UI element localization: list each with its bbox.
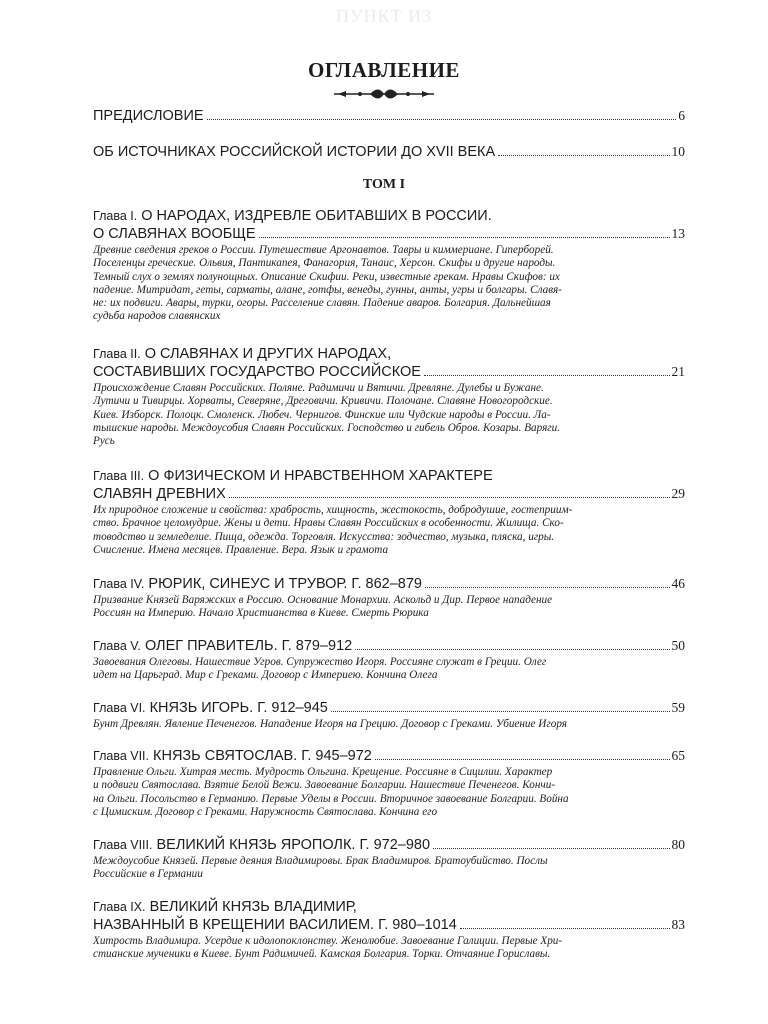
page-number: 65 [671, 748, 685, 763]
chapter-prefix: Глава VI. [93, 701, 146, 715]
volume-heading: ТОМ I [362, 177, 406, 192]
chapter-9-summary [93, 935, 685, 962]
chapter-title: О СЛАВЯНАХ И ДРУГИХ НАРОДАХ, [144, 346, 392, 362]
chapter-title: О СЛАВЯНАХ ВООБЩЕ [93, 226, 256, 242]
chapter-prefix: Глава IV. [93, 577, 145, 591]
chapter-8-summary [93, 855, 685, 882]
leader-dots [460, 928, 670, 929]
chapter-6-heading[interactable] [93, 699, 685, 717]
page-number: 59 [671, 700, 685, 715]
chapter-9-heading-line2[interactable] [93, 916, 685, 934]
chapter-7-summary [93, 766, 685, 819]
chapter-prefix: Глава V. [93, 639, 141, 653]
chapter-1-heading-line2[interactable] [93, 225, 685, 243]
chapter-title: СЛАВЯН ДРЕВНИХ [93, 486, 226, 502]
summary-line: Правление Ольги. Хитрая месть. Мудрость Ольгина. Крещение. Россияне в Сицилии. Характер [93, 766, 553, 778]
chapter-1-heading-line1[interactable] [93, 207, 492, 225]
chapter-title: О ФИЗИЧЕСКОМ И НРАВСТВЕННОМ ХАРАКТЕРЕ [148, 468, 493, 484]
toc-entry-title: ОБ ИСТОЧНИКАХ РОССИЙСКОЙ ИСТОРИИ ДО XVII ВЕКА [93, 144, 496, 160]
chapter-2-heading-line1[interactable] [93, 345, 391, 363]
summary-line: Россиян на Империю. Начало Христианства в Киеве. Смерть Рюрика [93, 607, 429, 620]
summary-line: Хитрость Владимира. Усердие к идолопоклонству. Женолюбие. Завоевание Галиции. Первые Хри- [93, 935, 563, 947]
summary-line: Русь [93, 435, 115, 448]
chapter-7-heading[interactable] [93, 747, 685, 765]
summary-line: Междоусобие Князей. Первые деяния Владимировы. Брак Владимиров. Братоубийство. Послы [93, 855, 548, 867]
chapter-prefix: Глава I. [93, 209, 138, 223]
chapter-title: О НАРОДАХ, ИЗДРЕВЛЕ ОБИТАВШИХ В РОССИИ. [141, 208, 492, 224]
chapter-1-summary [93, 244, 685, 324]
page-number: 50 [671, 638, 685, 653]
summary-line: Темный слух о землях полунощных. Описание Скифии. Реки, известные грекам. Нравы Скифов: их [93, 270, 560, 283]
page-number: 80 [671, 837, 685, 852]
chapter-3-summary [93, 504, 685, 557]
page-title: ОГЛАВЛЕНИЕ [308, 58, 460, 82]
summary-line: Счисление. Имена месяцев. Правление. Вера. Язык и грамота [93, 543, 389, 556]
toc-entry-title: ПРЕДИСЛОВИЕ [93, 108, 204, 124]
chapter-8-heading[interactable] [93, 836, 685, 854]
chapter-3-heading-line2[interactable] [93, 485, 685, 503]
summary-line: стианские мученики в Киеве. Бунт Радимичей. Камская Болгария. Торки. Отчаяние Гориславы. [93, 948, 551, 961]
summary-line: Призвание Князей Варяжских в Россию. Основание Монархии. Аскольд и Дир. Первое нападение [93, 594, 553, 606]
leader-dots [498, 155, 669, 156]
summary-line: с Цимиским. Договор с Греками. Наружность Святослава. Кончина его [93, 805, 438, 818]
chapter-heading-text [93, 637, 352, 655]
page-number: 13 [671, 226, 685, 241]
summary-line: товодство и земледелие. Пища, одежда. Торговля. Искусства: зодчество, музыка, пляска, игры. [93, 530, 555, 543]
summary-line: идет на Царьград. Мир с Греками. Договор с Империею. Кончина Олега [93, 669, 438, 682]
chapter-5-heading[interactable] [93, 637, 685, 655]
leader-dots [425, 587, 670, 588]
chapter-title: ВЕЛИКИЙ КНЯЗЬ ВЛАДИМИР, [149, 899, 357, 915]
summary-line: судьба народов славянских [93, 310, 221, 323]
chapter-prefix: Глава IX. [93, 900, 146, 914]
chapter-title: КНЯЗЬ ИГОРЬ. Г. 912–945 [149, 700, 328, 716]
leader-dots [331, 711, 670, 712]
page-number: 21 [671, 364, 685, 379]
toc-entry-preface[interactable] [93, 107, 685, 125]
summary-line: и подвиги Святослава. Взятие Белой Вежи. Завоевание Болгарии. Нашествие Печенегов. Кончи- [93, 779, 556, 792]
leader-dots [375, 759, 670, 760]
page-number: 6 [678, 108, 685, 123]
leader-dots [229, 497, 670, 498]
chapter-2-heading-line2[interactable] [93, 363, 685, 381]
chapter-6-summary [93, 718, 685, 731]
chapter-heading-text [93, 836, 430, 854]
chapter-title: СОСТАВИВШИХ ГОСУДАРСТВО РОССИЙСКОЕ [93, 364, 421, 380]
summary-line: Киев. Изборск. Полоцк. Смоленск. Любеч. Чернигов. Финские или Чудские народы в России. Ла- [93, 408, 551, 421]
summary-line: Древние сведения греков о России. Путешествие Аргонавтов. Тавры и киммериане. Гиперборей. [93, 244, 554, 256]
summary-line: Поселенцы греческие. Ольвия, Пантикапея, Фанагория, Танаис, Херсон. Скифы и другие народы. [93, 257, 556, 270]
summary-line: падение. Митридат, геты, сарматы, алане, готфы, венеды, гунны, анты, угры и болгары. Славя- [93, 283, 562, 296]
header-ghost-text: ПУНКТ ИЗ [335, 6, 433, 26]
chapter-prefix: Глава II. [93, 347, 141, 361]
chapter-title: ОЛЕГ ПРАВИТЕЛЬ. Г. 879–912 [144, 638, 353, 654]
summary-line: на Ольги. Посольство в Германию. Первые Уделы в России. Вторичное завоевание Болгарии. Война [93, 792, 569, 805]
chapter-title: РЮРИК, СИНЕУС И ТРУВОР. Г. 862–879 [148, 576, 422, 592]
leader-dots [433, 848, 669, 849]
page-number: 10 [671, 144, 685, 159]
leader-dots [424, 375, 670, 376]
summary-line: тышские народы. Междоусобия Славян Российских. Господство и гибель Обров. Козары. Варяги. [93, 421, 561, 434]
page-number: 46 [671, 576, 685, 591]
chapter-2-summary [93, 382, 685, 448]
chapter-prefix: Глава III. [93, 469, 145, 483]
summary-line: Их природное сложение и свойства: храбрость, хищность, жестокость, добродушие, гостеприим- [93, 504, 573, 516]
summary-line: Лутичи и Тивирцы. Хорваты, Северяне, Дреговичи. Кривичи. Полочане. Славяне Новогородские. [93, 395, 553, 408]
chapter-title: КНЯЗЬ СВЯТОСЛАВ. Г. 945–972 [153, 748, 372, 764]
chapter-4-summary [93, 594, 685, 621]
chapter-title: НАЗВАННЫЙ В КРЕЩЕНИИ ВАСИЛИЕМ. Г. 980–1014 [93, 917, 457, 933]
chapter-heading-text [93, 699, 328, 717]
page-number: 29 [671, 486, 685, 501]
chapter-prefix: Глава VII. [93, 749, 149, 763]
chapter-9-heading-line1[interactable] [93, 898, 357, 916]
summary-line: Российские в Германии [93, 868, 203, 881]
leader-dots [355, 649, 669, 650]
summary-line: ство. Брачное целомудрие. Жены и дети. Нравы Славян Российских в особенности. Жилища. Ско- [93, 517, 564, 530]
title-ornament-icon [330, 87, 438, 101]
chapter-prefix: Глава VIII. [93, 838, 153, 852]
chapter-heading-text [93, 747, 372, 765]
summary-line: Бунт Древлян. Явление Печенегов. Нападение Игоря на Грецию. Договор с Греками. Убиение Игоря [93, 718, 567, 730]
summary-line: не: их подвиги. Авары, турки, огоры. Расселение славян. Падение аваров. Болгария. Дальнейшая [93, 297, 551, 310]
chapter-4-heading[interactable] [93, 575, 685, 593]
chapter-title: ВЕЛИКИЙ КНЯЗЬ ЯРОПОЛК. Г. 972–980 [156, 837, 431, 853]
leader-dots [207, 119, 677, 120]
summary-line: Завоевания Олеговы. Нашествие Угров. Супружество Игоря. Россияне служат в Греции. Олег [93, 656, 547, 668]
toc-entry-sources[interactable] [93, 143, 685, 161]
chapter-heading-text [93, 575, 422, 593]
chapter-3-heading-line1[interactable] [93, 467, 493, 485]
leader-dots [259, 237, 670, 238]
page-number: 83 [671, 917, 685, 932]
summary-line: Происхождение Славян Российских. Поляне. Радимичи и Вятичи. Древляне. Дулебы и Бужане. [93, 382, 544, 394]
chapter-5-summary [93, 656, 685, 683]
